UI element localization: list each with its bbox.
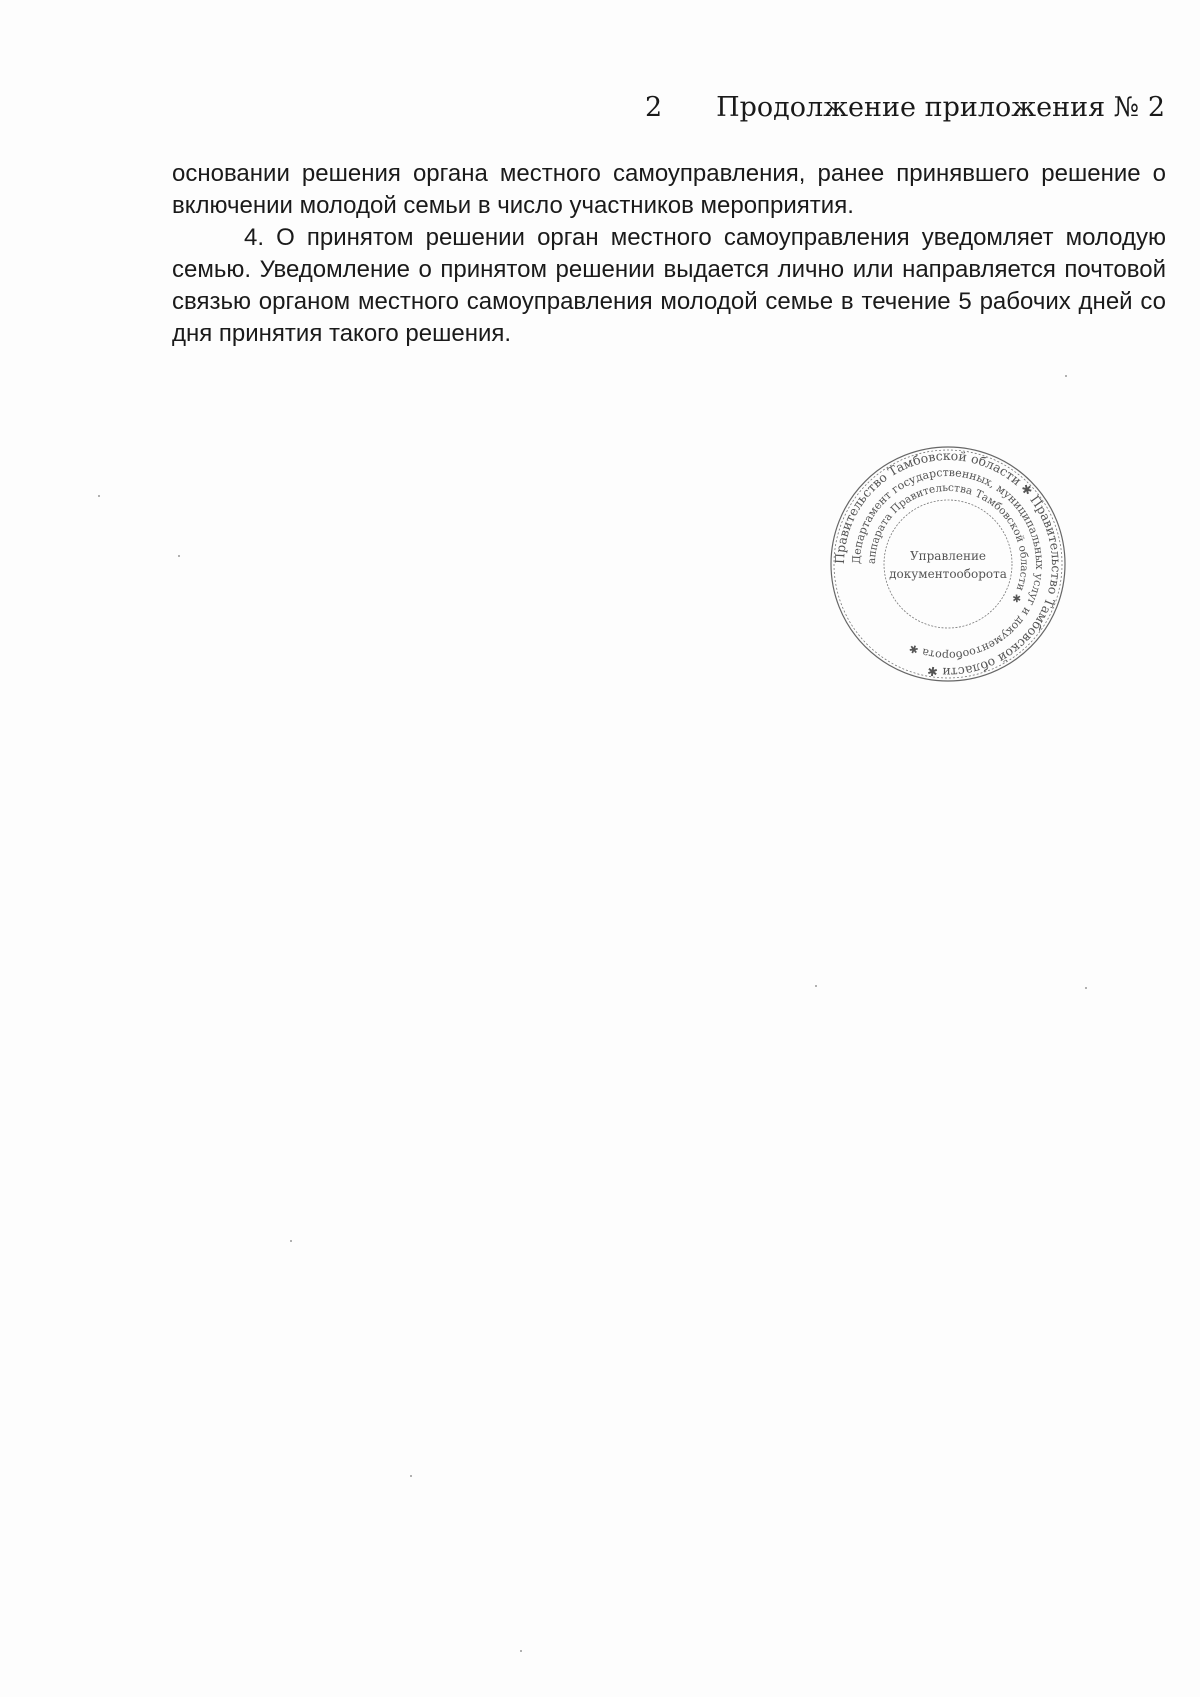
scan-speck xyxy=(98,495,100,497)
seal-center-line-1: Управление xyxy=(909,549,987,563)
seal-inner-ring-text: аппарата Правительства Тамбовской области ✱ xyxy=(865,481,1031,605)
paragraph-continued: основании решения органа местного самоуправления, ранее принявшего решение о включении молодой семьи в число участников мероприятия. xyxy=(172,160,1166,219)
page-number: 2 xyxy=(645,92,663,123)
scan-speck xyxy=(1065,375,1067,377)
scan-speck xyxy=(1085,987,1087,989)
scan-speck xyxy=(410,1475,412,1477)
seal-middle-ring-text: Департамент государственных, муниципальных услуг и документооборота ✱ xyxy=(849,465,1047,663)
scan-speck xyxy=(290,1240,292,1242)
seal-center-line-2: документооборота xyxy=(889,567,1007,581)
scan-speck xyxy=(520,1650,522,1652)
official-seal-stamp xyxy=(828,444,1068,684)
scan-speck xyxy=(815,985,817,987)
seal-outer-ring-text: Правительство Тамбовской области ✱ Правительство Тамбовской области ✱ xyxy=(831,447,1065,681)
scan-speck xyxy=(178,555,180,557)
seal-graphic xyxy=(828,444,1068,684)
seal-inner-border xyxy=(884,500,1012,628)
appendix-continuation-label: Продолжение приложения № 2 xyxy=(716,92,1165,123)
document-body xyxy=(172,158,1166,350)
paragraph-item-4: 4. О принятом решении орган местного самоуправления уведомляет молодую семью. Уведомление о принятом решении выдается лично или направляется почтовой связью органом местного самоуправления молодой семье в течение 5 рабочих дней со дня принятия такого решения. xyxy=(172,224,1166,347)
